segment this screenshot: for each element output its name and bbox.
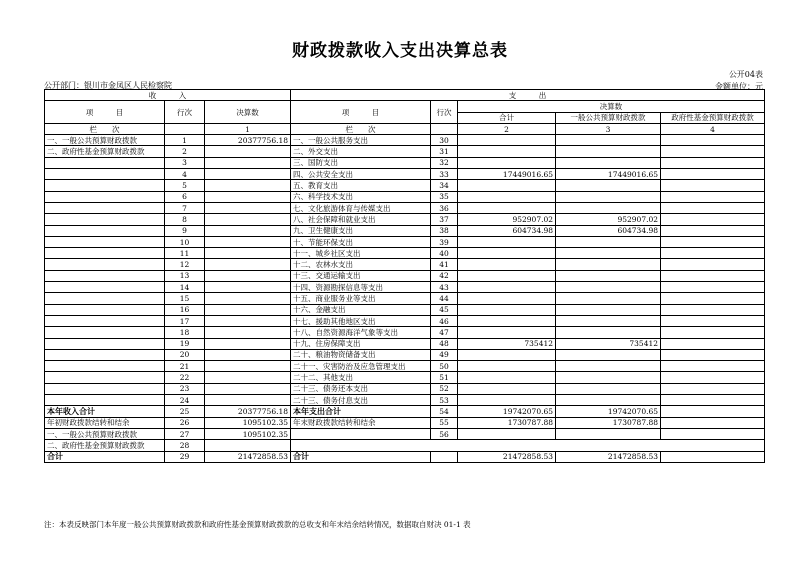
expense-item: 二十一、灾害防治及应急管理支出 — [291, 361, 431, 372]
expense-seq: 42 — [431, 270, 458, 281]
table-row — [45, 202, 765, 213]
income-item: 一、一般公共预算财政拨款 — [45, 428, 165, 439]
expense-general — [556, 395, 661, 406]
table-row — [45, 383, 765, 394]
income-seq: 17 — [165, 315, 205, 326]
income-amount — [205, 180, 291, 191]
income-item — [45, 372, 165, 383]
expense-fund — [661, 202, 765, 213]
income-item — [45, 361, 165, 372]
income-amount — [205, 383, 291, 394]
expense-fund — [661, 395, 765, 406]
income-item — [45, 169, 165, 180]
income-item — [45, 383, 165, 394]
income-seq: 14 — [165, 282, 205, 293]
expense-seq: 47 — [431, 327, 458, 338]
expense-seq: 30 — [431, 135, 458, 146]
expense-seq: 53 — [431, 395, 458, 406]
table-row — [45, 338, 765, 349]
expense-total — [458, 191, 556, 202]
fund-budget-header: 政府性基金预算财政拨款 — [661, 112, 765, 123]
table-row — [45, 214, 765, 225]
expense-fund — [661, 293, 765, 304]
expense-item: 二十、粮油物资储备支出 — [291, 349, 431, 360]
expense-fund — [661, 383, 765, 394]
income-amount — [205, 169, 291, 180]
income-header: 收 入 — [45, 90, 291, 101]
expense-general — [556, 248, 661, 259]
total-header: 合计 — [458, 112, 556, 123]
table-row — [45, 259, 765, 270]
income-amount — [205, 315, 291, 326]
income-amount — [205, 282, 291, 293]
expense-total — [458, 135, 556, 146]
department-name: 公开部门：银川市金凤区人民检察院 — [44, 81, 172, 90]
income-seq: 1 — [165, 135, 205, 146]
expense-fund — [661, 135, 765, 146]
expense-general: 604734.98 — [556, 225, 661, 236]
expense-seq — [431, 451, 458, 462]
income-seq: 27 — [165, 428, 205, 439]
expense-item: 七、文化旅游体育与传媒支出 — [291, 202, 431, 213]
income-amount: 21472858.53 — [205, 451, 291, 462]
expense-general: 17449016.65 — [556, 169, 661, 180]
income-amount — [205, 349, 291, 360]
income-seq: 18 — [165, 327, 205, 338]
expense-seq: 51 — [431, 372, 458, 383]
column-label: 栏 次 — [291, 123, 431, 134]
income-amount — [205, 146, 291, 157]
expense-seq: 52 — [431, 383, 458, 394]
expense-general: 1730787.88 — [556, 417, 661, 428]
income-item — [45, 214, 165, 225]
income-item — [45, 338, 165, 349]
expense-seq: 43 — [431, 282, 458, 293]
income-item — [45, 248, 165, 259]
income-seq: 2 — [165, 146, 205, 157]
expense-item: 十五、商业服务业等支出 — [291, 293, 431, 304]
expense-total — [458, 327, 556, 338]
expense-seq: 48 — [431, 338, 458, 349]
table-row — [45, 327, 765, 338]
income-item — [45, 315, 165, 326]
expense-total: 1730787.88 — [458, 417, 556, 428]
income-seq: 21 — [165, 361, 205, 372]
income-amount — [205, 225, 291, 236]
expense-total: 17449016.65 — [458, 169, 556, 180]
income-item — [45, 225, 165, 236]
expense-item: 五、教育支出 — [291, 180, 431, 191]
expense-total — [458, 395, 556, 406]
expense-total: 735412 — [458, 338, 556, 349]
income-amount — [205, 395, 291, 406]
expense-total — [458, 202, 556, 213]
expense-seq: 45 — [431, 304, 458, 315]
expense-general: 19742070.65 — [556, 406, 661, 417]
table-row — [45, 451, 765, 462]
expense-total — [458, 282, 556, 293]
expense-seq: 40 — [431, 248, 458, 259]
expense-fund — [661, 180, 765, 191]
table-row — [45, 236, 765, 247]
expense-fund — [661, 270, 765, 281]
income-amount: 1095102.35 — [205, 417, 291, 428]
income-item — [45, 191, 165, 202]
expense-item: 六、科学技术支出 — [291, 191, 431, 202]
column-index-2: 2 — [458, 123, 556, 134]
expense-general — [556, 259, 661, 270]
income-amount — [205, 157, 291, 168]
expense-fund — [661, 406, 765, 417]
expense-item: 十八、自然资源海洋气象等支出 — [291, 327, 431, 338]
table-row — [45, 169, 765, 180]
income-seq: 24 — [165, 395, 205, 406]
expense-fund — [661, 338, 765, 349]
income-amount: 20377756.18 — [205, 406, 291, 417]
income-amount — [205, 191, 291, 202]
expense-general — [556, 428, 661, 439]
expense-general — [556, 361, 661, 372]
expense-item: 二十三、债务付息支出 — [291, 395, 431, 406]
expense-general — [556, 236, 661, 247]
income-seq: 15 — [165, 293, 205, 304]
table-row — [45, 304, 765, 315]
income-seq: 28 — [165, 440, 205, 451]
table-row — [45, 180, 765, 191]
expense-fund — [661, 157, 765, 168]
income-item: 一、一般公共预算财政拨款 — [45, 135, 165, 146]
expense-total — [458, 236, 556, 247]
expense-seq: 44 — [431, 293, 458, 304]
income-seq: 29 — [165, 451, 205, 462]
expense-total: 604734.98 — [458, 225, 556, 236]
income-amount — [205, 293, 291, 304]
income-item — [45, 236, 165, 247]
expense-general — [556, 270, 661, 281]
income-item — [45, 395, 165, 406]
expense-seq: 37 — [431, 214, 458, 225]
table-row — [45, 191, 765, 202]
income-item — [45, 202, 165, 213]
income-item: 年初财政拨款结转和结余 — [45, 417, 165, 428]
expense-total — [458, 259, 556, 270]
income-seq: 22 — [165, 372, 205, 383]
expense-total — [458, 157, 556, 168]
expense-item: 四、公共安全支出 — [291, 169, 431, 180]
expense-total — [458, 270, 556, 281]
income-amount — [205, 259, 291, 270]
expense-seq: 50 — [431, 361, 458, 372]
expense-total: 21472858.53 — [458, 451, 556, 462]
expense-fund — [661, 315, 765, 326]
expense-seq: 36 — [431, 202, 458, 213]
income-amount — [205, 202, 291, 213]
expense-fund — [661, 361, 765, 372]
income-item — [45, 304, 165, 315]
expense-general — [556, 202, 661, 213]
table-row — [45, 361, 765, 372]
income-seq: 4 — [165, 169, 205, 180]
expense-amount-group-header: 决算数 — [458, 101, 765, 112]
expense-general — [556, 327, 661, 338]
empty-cell — [165, 123, 205, 134]
amount-unit: 金额单位：元 — [715, 82, 763, 91]
expense-item: 十七、援助其他地区支出 — [291, 315, 431, 326]
income-item — [45, 259, 165, 270]
expense-seq: 46 — [431, 315, 458, 326]
expense-general — [556, 180, 661, 191]
expense-item-header: 项 目 — [291, 101, 431, 124]
expense-item: 一、一般公共服务支出 — [291, 135, 431, 146]
table-row — [45, 315, 765, 326]
table-row — [45, 395, 765, 406]
expense-item: 二十二、其他支出 — [291, 372, 431, 383]
expense-fund — [661, 349, 765, 360]
footnote: 注：本表反映部门本年度一般公共预算财政拨款和政府性基金预算财政拨款的总收支和年末结余结转情况，数据取自财决 01-1 表 — [44, 520, 471, 529]
expense-seq: 34 — [431, 180, 458, 191]
expense-fund — [661, 417, 765, 428]
income-amount-header: 决算数 — [205, 101, 291, 124]
income-item — [45, 282, 165, 293]
income-item: 本年收入合计 — [45, 406, 165, 417]
table-row — [45, 157, 765, 168]
table-row — [45, 248, 765, 259]
income-item-header: 项 目 — [45, 101, 165, 124]
column-index-4: 4 — [661, 123, 765, 134]
income-seq: 9 — [165, 225, 205, 236]
expense-fund — [661, 146, 765, 157]
income-item: 二、政府性基金预算财政拨款 — [45, 146, 165, 157]
expense-total — [458, 372, 556, 383]
table-row — [45, 282, 765, 293]
income-amount — [205, 270, 291, 281]
report-title: 财政拨款收入支出决算总表 — [292, 41, 508, 61]
column-index-1: 1 — [205, 123, 291, 134]
expense-fund — [661, 327, 765, 338]
table-row — [45, 428, 765, 439]
expense-total — [458, 146, 556, 157]
income-seq: 10 — [165, 236, 205, 247]
income-item: 二、政府性基金预算财政拨款 — [45, 440, 165, 451]
income-seq: 13 — [165, 270, 205, 281]
general-budget-header: 一般公共预算财政拨款 — [556, 112, 661, 123]
header-row-1 — [45, 90, 765, 101]
expense-item: 合计 — [291, 451, 431, 462]
income-seq: 3 — [165, 157, 205, 168]
expense-total — [458, 428, 556, 439]
expense-seq: 32 — [431, 157, 458, 168]
income-amount — [205, 440, 291, 451]
table-row — [45, 406, 765, 417]
column-label: 栏 次 — [45, 123, 165, 134]
income-amount — [205, 248, 291, 259]
column-index-3: 3 — [556, 123, 661, 134]
expense-item: 十四、资源勘探信息等支出 — [291, 282, 431, 293]
expense-total: 19742070.65 — [458, 406, 556, 417]
table-row — [45, 146, 765, 157]
income-amount — [205, 327, 291, 338]
income-amount: 20377756.18 — [205, 135, 291, 146]
expense-item — [291, 440, 765, 451]
expense-general — [556, 146, 661, 157]
empty-cell — [431, 123, 458, 134]
income-item — [45, 349, 165, 360]
expense-item: 本年支出合计 — [291, 406, 431, 417]
expense-fund — [661, 372, 765, 383]
income-seq: 25 — [165, 406, 205, 417]
expense-general — [556, 135, 661, 146]
expense-seq: 33 — [431, 169, 458, 180]
table-row — [45, 417, 765, 428]
expense-item: 十一、城乡社区支出 — [291, 248, 431, 259]
expense-general — [556, 304, 661, 315]
expense-fund — [661, 428, 765, 439]
expense-item: 十六、金融支出 — [291, 304, 431, 315]
expense-seq: 39 — [431, 236, 458, 247]
expense-seq-header: 行次 — [431, 101, 458, 124]
expense-fund — [661, 304, 765, 315]
expense-fund — [661, 282, 765, 293]
table-row — [45, 135, 765, 146]
expense-fund — [661, 225, 765, 236]
income-seq: 12 — [165, 259, 205, 270]
income-seq: 8 — [165, 214, 205, 225]
table-row — [45, 270, 765, 281]
income-seq: 5 — [165, 180, 205, 191]
income-amount — [205, 236, 291, 247]
expense-seq: 55 — [431, 417, 458, 428]
expense-item — [291, 428, 431, 439]
expense-seq: 56 — [431, 428, 458, 439]
income-seq: 23 — [165, 383, 205, 394]
expense-general — [556, 293, 661, 304]
expense-item: 十、节能环保支出 — [291, 236, 431, 247]
income-amount — [205, 304, 291, 315]
income-seq: 6 — [165, 191, 205, 202]
expense-general — [556, 372, 661, 383]
table-row — [45, 440, 765, 451]
income-item — [45, 327, 165, 338]
table-row — [45, 225, 765, 236]
budget-table — [44, 89, 765, 463]
income-seq: 7 — [165, 202, 205, 213]
income-item — [45, 293, 165, 304]
expense-seq: 38 — [431, 225, 458, 236]
expense-item: 十九、住房保障支出 — [291, 338, 431, 349]
expense-item: 八、社会保障和就业支出 — [291, 214, 431, 225]
expense-fund — [661, 259, 765, 270]
expense-item: 九、卫生健康支出 — [291, 225, 431, 236]
income-item — [45, 180, 165, 191]
expense-total — [458, 361, 556, 372]
income-seq: 26 — [165, 417, 205, 428]
income-amount — [205, 338, 291, 349]
form-number: 公开04表 — [728, 70, 763, 79]
table-row — [45, 372, 765, 383]
income-item: 合计 — [45, 451, 165, 462]
table-row — [45, 349, 765, 360]
expense-general — [556, 157, 661, 168]
expense-fund — [661, 214, 765, 225]
income-amount — [205, 372, 291, 383]
expense-total: 952907.02 — [458, 214, 556, 225]
header-row-2 — [45, 101, 765, 112]
expense-fund — [661, 236, 765, 247]
expense-general — [556, 383, 661, 394]
expense-fund — [661, 248, 765, 259]
income-amount — [205, 361, 291, 372]
income-amount — [205, 214, 291, 225]
expense-header: 支 出 — [291, 90, 765, 101]
expense-fund — [661, 191, 765, 202]
expense-total — [458, 315, 556, 326]
expense-item: 年末财政拨款结转和结余 — [291, 417, 431, 428]
expense-seq: 41 — [431, 259, 458, 270]
income-amount: 1095102.35 — [205, 428, 291, 439]
expense-total — [458, 248, 556, 259]
expense-general — [556, 191, 661, 202]
income-item — [45, 270, 165, 281]
expense-seq: 31 — [431, 146, 458, 157]
expense-item: 二、外交支出 — [291, 146, 431, 157]
income-seq-header: 行次 — [165, 101, 205, 124]
expense-total — [458, 180, 556, 191]
expense-general: 952907.02 — [556, 214, 661, 225]
expense-general: 735412 — [556, 338, 661, 349]
income-seq: 20 — [165, 349, 205, 360]
income-seq: 16 — [165, 304, 205, 315]
expense-total — [458, 304, 556, 315]
expense-item: 十三、交通运输支出 — [291, 270, 431, 281]
income-seq: 19 — [165, 338, 205, 349]
income-item — [45, 157, 165, 168]
expense-item: 二十三、债务还本支出 — [291, 383, 431, 394]
expense-total — [458, 383, 556, 394]
expense-total — [458, 349, 556, 360]
income-seq: 11 — [165, 248, 205, 259]
table-row — [45, 293, 765, 304]
expense-general — [556, 315, 661, 326]
expense-item: 三、国防支出 — [291, 157, 431, 168]
expense-general: 21472858.53 — [556, 451, 661, 462]
expense-seq: 49 — [431, 349, 458, 360]
expense-fund — [661, 451, 765, 462]
expense-item: 十二、农林水支出 — [291, 259, 431, 270]
column-index-row — [45, 123, 765, 134]
expense-general — [556, 282, 661, 293]
expense-seq: 35 — [431, 191, 458, 202]
expense-total — [458, 293, 556, 304]
expense-seq: 54 — [431, 406, 458, 417]
expense-general — [556, 349, 661, 360]
expense-fund — [661, 169, 765, 180]
